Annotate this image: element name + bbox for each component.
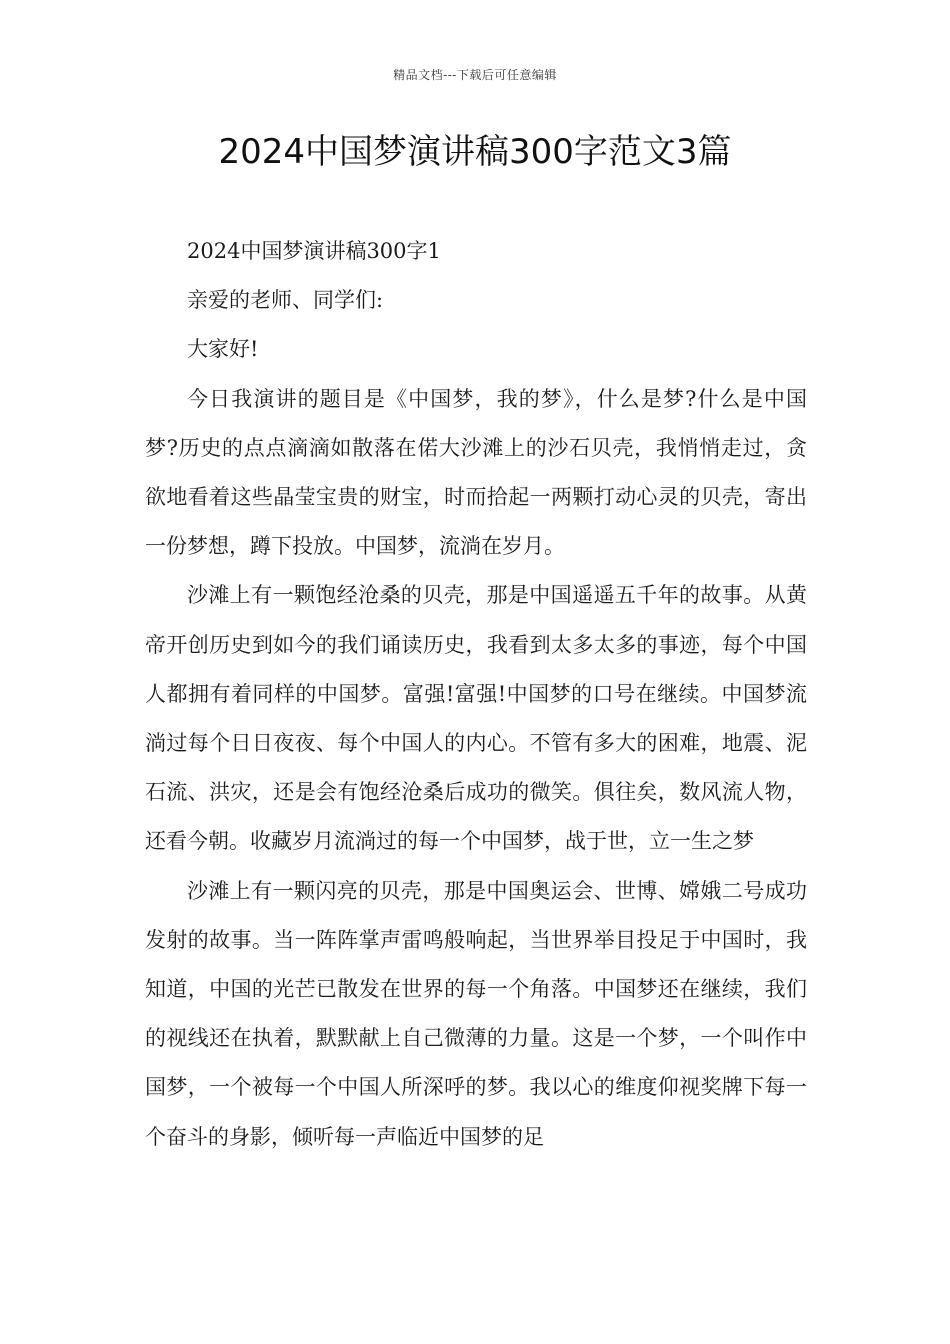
document-body (145, 227, 807, 1162)
header-note: 精品文档---下载后可任意编辑 (393, 68, 557, 82)
body-paragraph: 沙滩上有一颗闪亮的贝壳，那是中国奥运会、世博、嫦娥二号成功发射的故事。当一阵阵掌声雷鸣般响起，当世界举目投足于中国时，我知道，中国的光芒已散发在世界的每一个角落。中国梦还在继续，我们的视线还在执着，默默献上自己微薄的力量。这是一个梦，一个叫作中国梦，一个被每一个中国人所深呼的梦。我以心的维度仰视奖牌下每一个奋斗的身影，倾听每一声临近中国梦的足 (145, 878, 807, 1149)
body-paragraph: 今日我演讲的题目是《中国梦，我的梦》，什么是梦?什么是中国梦?历史的点点滴滴如散落在偌大沙滩上的沙石贝壳，我悄悄走过，贪欲地看着这些晶莹宝贵的财宝，时而拾起一两颗打动心灵的贝壳，寄出一份梦想，蹲下投放。中国梦，流淌在岁月。 (145, 386, 807, 559)
body-paragraph: 沙滩上有一颗饱经沧桑的贝壳，那是中国遥遥五千年的故事。从黄帝开创历史到如今的我们诵读历史，我看到太多太多的事迹，每个中国人都拥有着同样的中国梦。富强!富强!中国梦的口号在继续。中国梦流淌过每个日日夜夜、每个中国人的内心。不管有多大的困难，地震、泥石流、洪灾，还是会有饱经沧桑后成功的微笑。俱往矣，数风流人物，还看今朝。收藏岁月流淌过的每一个中国梦，战于世，立一生之梦 (145, 583, 807, 854)
document-title: 2024中国梦演讲稿300字范文3篇 (218, 132, 732, 172)
greeting: 大家好! (187, 337, 259, 362)
section-heading: 2024中国梦演讲稿300字1 (187, 239, 441, 263)
salutation: 亲爱的老师、同学们: (187, 288, 384, 313)
